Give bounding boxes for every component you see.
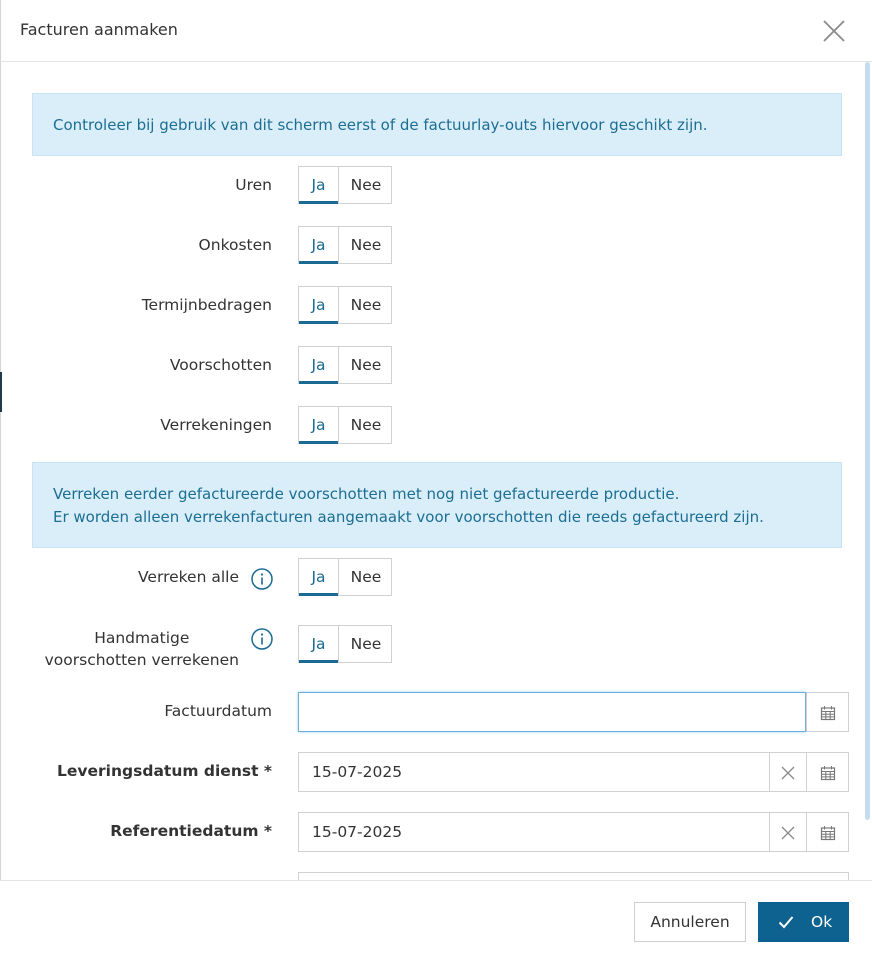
factuurdatum-input[interactable] [298, 692, 806, 732]
referentiedatum-clear-button[interactable] [769, 812, 807, 852]
label-verreken-alle: Verreken alle [138, 568, 239, 586]
label-handmatige-line2: voorschotten verrekenen [44, 651, 239, 669]
label-leveringsdatum: Leveringsdatum dienst * [57, 762, 272, 780]
calendar-icon [820, 825, 836, 841]
info-banner-text: Controleer bij gebruik van dit scherm eerst of de factuurlay-outs hiervoor geschikt zijn. [53, 116, 708, 134]
close-icon [822, 19, 846, 43]
factuurdatum-calendar-button[interactable] [806, 692, 849, 732]
dialog-title: Facturen aanmaken [20, 20, 178, 39]
toggle-verreken-alle-nee[interactable]: Nee [350, 568, 382, 586]
toggle-verrekeningen-nee[interactable]: Nee [350, 416, 382, 434]
toggle-uren-ja[interactable]: Ja [299, 167, 338, 204]
label-handmatige-voorschotten [45, 627, 239, 671]
leveringsdatum-clear-button[interactable] [769, 752, 807, 792]
toggle-uren-nee[interactable]: Nee [350, 176, 382, 194]
toggle-onkosten-ja[interactable]: Ja [299, 227, 338, 264]
close-button[interactable] [822, 19, 846, 43]
info-banner-layouts [32, 93, 842, 156]
label-factuurdatum: Factuurdatum [164, 702, 272, 720]
toggle-voorschotten-ja[interactable]: Ja [299, 347, 338, 384]
toggle-verreken-alle-ja[interactable]: Ja [299, 559, 338, 596]
leveringsdatum-calendar-button[interactable] [806, 752, 849, 792]
leveringsdatum-input[interactable]: 15-07-2025 [298, 752, 770, 792]
toggle-verrekeningen[interactable] [298, 406, 392, 444]
referentiedatum-calendar-button[interactable] [806, 812, 849, 852]
clear-icon [781, 766, 795, 780]
label-uren: Uren [235, 176, 272, 194]
toggle-uren[interactable] [298, 166, 392, 204]
toggle-handmatige[interactable] [298, 625, 392, 663]
scrollbar[interactable] [865, 62, 870, 820]
check-icon [778, 915, 794, 929]
leveringsdatum-field [298, 752, 849, 792]
factuurdatum-field [298, 692, 849, 732]
ok-button-label: Ok [811, 913, 833, 931]
label-verrekeningen: Verrekeningen [160, 416, 272, 434]
toggle-verreken-alle[interactable] [298, 558, 392, 596]
toggle-voorschotten-nee[interactable]: Nee [350, 356, 382, 374]
info-banner-line1: Verreken eerder gefactureerde voorschotten met nog niet gefactureerde productie. [53, 485, 680, 503]
verreken-alle-info-button[interactable] [251, 568, 273, 590]
label-termijnbedragen: Termijnbedragen [141, 296, 272, 314]
calendar-icon [820, 765, 836, 781]
toggle-handmatige-nee[interactable]: Nee [350, 635, 382, 653]
dialog-header [0, 0, 872, 62]
toggle-onkosten-nee[interactable]: Nee [350, 236, 382, 254]
dialog-content[interactable] [0, 62, 872, 880]
info-icon [251, 568, 273, 590]
next-field-partial[interactable] [298, 872, 849, 880]
toggle-verrekeningen-ja[interactable]: Ja [299, 407, 338, 444]
toggle-termijnbedragen[interactable] [298, 286, 392, 324]
toggle-termijnbedragen-nee[interactable]: Nee [350, 296, 382, 314]
clear-icon [781, 826, 795, 840]
referentiedatum-input[interactable]: 15-07-2025 [298, 812, 770, 852]
info-banner-line2: Er worden alleen verrekenfacturen aangemaakt voor voorschotten die reeds gefactureerd zijn. [53, 508, 764, 526]
toggle-termijnbedragen-ja[interactable]: Ja [299, 287, 338, 324]
cancel-button[interactable]: Annuleren [634, 902, 746, 942]
label-onkosten: Onkosten [198, 236, 272, 254]
label-handmatige-line1: Handmatige [94, 629, 190, 647]
handmatige-info-button[interactable] [251, 628, 273, 650]
calendar-icon [820, 705, 836, 721]
referentiedatum-field [298, 812, 849, 852]
dialog-footer [0, 880, 872, 957]
toggle-onkosten[interactable] [298, 226, 392, 264]
toggle-handmatige-ja[interactable]: Ja [299, 626, 338, 663]
toggle-voorschotten[interactable] [298, 346, 392, 384]
info-icon [251, 628, 273, 650]
label-voorschotten: Voorschotten [169, 356, 272, 374]
ok-button[interactable] [758, 902, 849, 942]
info-banner-settle [32, 462, 842, 548]
label-referentiedatum: Referentiedatum * [110, 822, 272, 840]
